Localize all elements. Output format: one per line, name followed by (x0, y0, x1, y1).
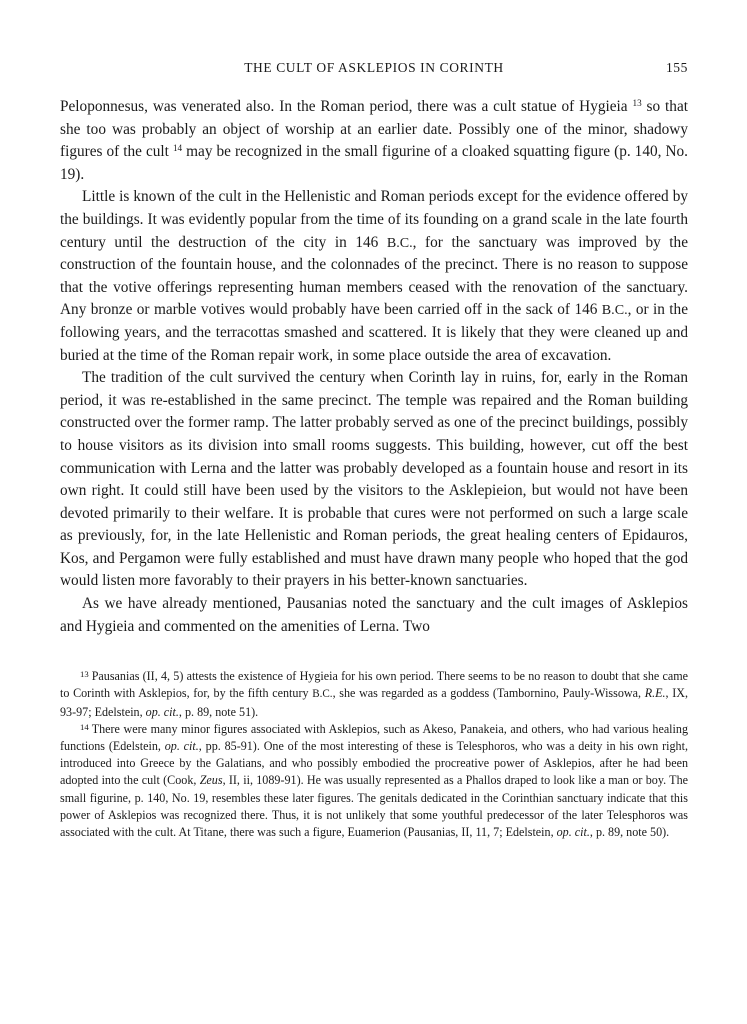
footnote-ref-14[interactable]: 14 (172, 143, 183, 154)
page-number: 155 (665, 60, 688, 75)
paragraph-3: The tradition of the cult survived the century when Corinth lay in ruins, for, early in the Roman period, it was re-established in the same precinct. The temple was repaired and the Roman building constructed over the former ramp. The latter probably served as one of the precinct buildings, possibly to house visitors as its division into small rooms suggests. This building, however, cut off the best communication with Lerna and the latter was probably developed as a fountain house and resort in its own right. It could still have been used by the visitors to the Asklepieion, but would not have been devoted primarily to their welfare. It is probable that cures were not performed on such a large scale as previously, for, in the late Hellenistic and Roman periods, the great healing centers of Epidauros, Kos, and Pergamon were fully established and must have drawn many people who hoped that the god would listen more favorably to their prayers in his better-known sanctuaries. (60, 369, 688, 590)
document-page (60, 60, 688, 841)
footnote-13: $^{13}$ Pausanias (II, 4, 5) attests the existence of Hygieia for his own period. There seems to be no reason to doubt that she came to Corinth with Asklepios, for, by the fifth century B.C., she was regarded as a goddess (Tambornino, Pauly-Wissowa, R.E., IX, 93-97; Edelstein, op. cit., p. 89, note 51). (60, 669, 688, 719)
body-text (60, 96, 688, 638)
footnote-14: $^{14}$ There were many minor figures associated with Asklepios, such as Akeso, Panakeia, and others, who had various healing functions (Edelstein, op. cit., pp. 85-91). One of the most interesting of these is Telesphoros, who was a deity in his own right, introduced into Greece by the Galatians, and who possibly embodied the procreative power of Asklepios, after he had been adopted into the cult (Cook, Zeus, II, ii, 1089-91). He was usually represented as a Phallos draped to look like a man or boy. The small figurine, p. 140, No. 19, resembles these later figures. The genitals dedicated in the Corinthian sanctuary indicate that this power of Asklepios was recognized there. Thus, it is not unlikely that some youthful predecessor of the later Telesphoros was associated with the cult. At Titane, there was such a figure, Euamerion (Pausanias, II, 11, 7; Edelstein, op. cit., p. 89, note 50). (60, 721, 688, 840)
paragraph-4: As we have already mentioned, Pausanias noted the sanctuary and the cult images of Asklepios and Hygieia and commented on the amenities of Lerna. Two (60, 595, 688, 635)
footnote-number: 13 (80, 669, 89, 680)
paragraph-2: Little is known of the cult in the Hellenistic and Roman periods except for the evidence offered by the buildings. It was evidently popular from the time of its founding on a grand scale in the late fourth century until the destruction of the city in 146 B.C., for the sanctuary was improved by the construction of the fountain house, and the colonnades of the precinct. There is no reason to suppose that the votive offerings representing human members ceased with the renovation of the sanctuary. Any bronze or marble votives would probably have been carried off in the sack of 146 B.C., or in the following years, and the terracottas smashed and scattered. It is likely that they were cleaned up and buried at the time of the Roman repair work, in some place outside the area of excavation. (60, 188, 688, 364)
footnote-number: 14 (80, 721, 89, 732)
running-header (60, 60, 688, 82)
footnote-ref-13[interactable]: 13 (632, 97, 642, 108)
footnotes (60, 668, 688, 841)
paragraph-1: Peloponnesus, was venerated also. In the Roman period, there was a cult statue of Hygieia $^{13}$ so that she too was probably an object of worship at an earlier date. Possibly one of the minor, shadowy figures of the cult $^{14}$ may be recognized in the small figurine of a cloaked squatting figure (p. 140, No. 19). (60, 97, 688, 183)
running-title: THE CULT OF ASKLEPIOS IN CORINTH (244, 60, 504, 75)
